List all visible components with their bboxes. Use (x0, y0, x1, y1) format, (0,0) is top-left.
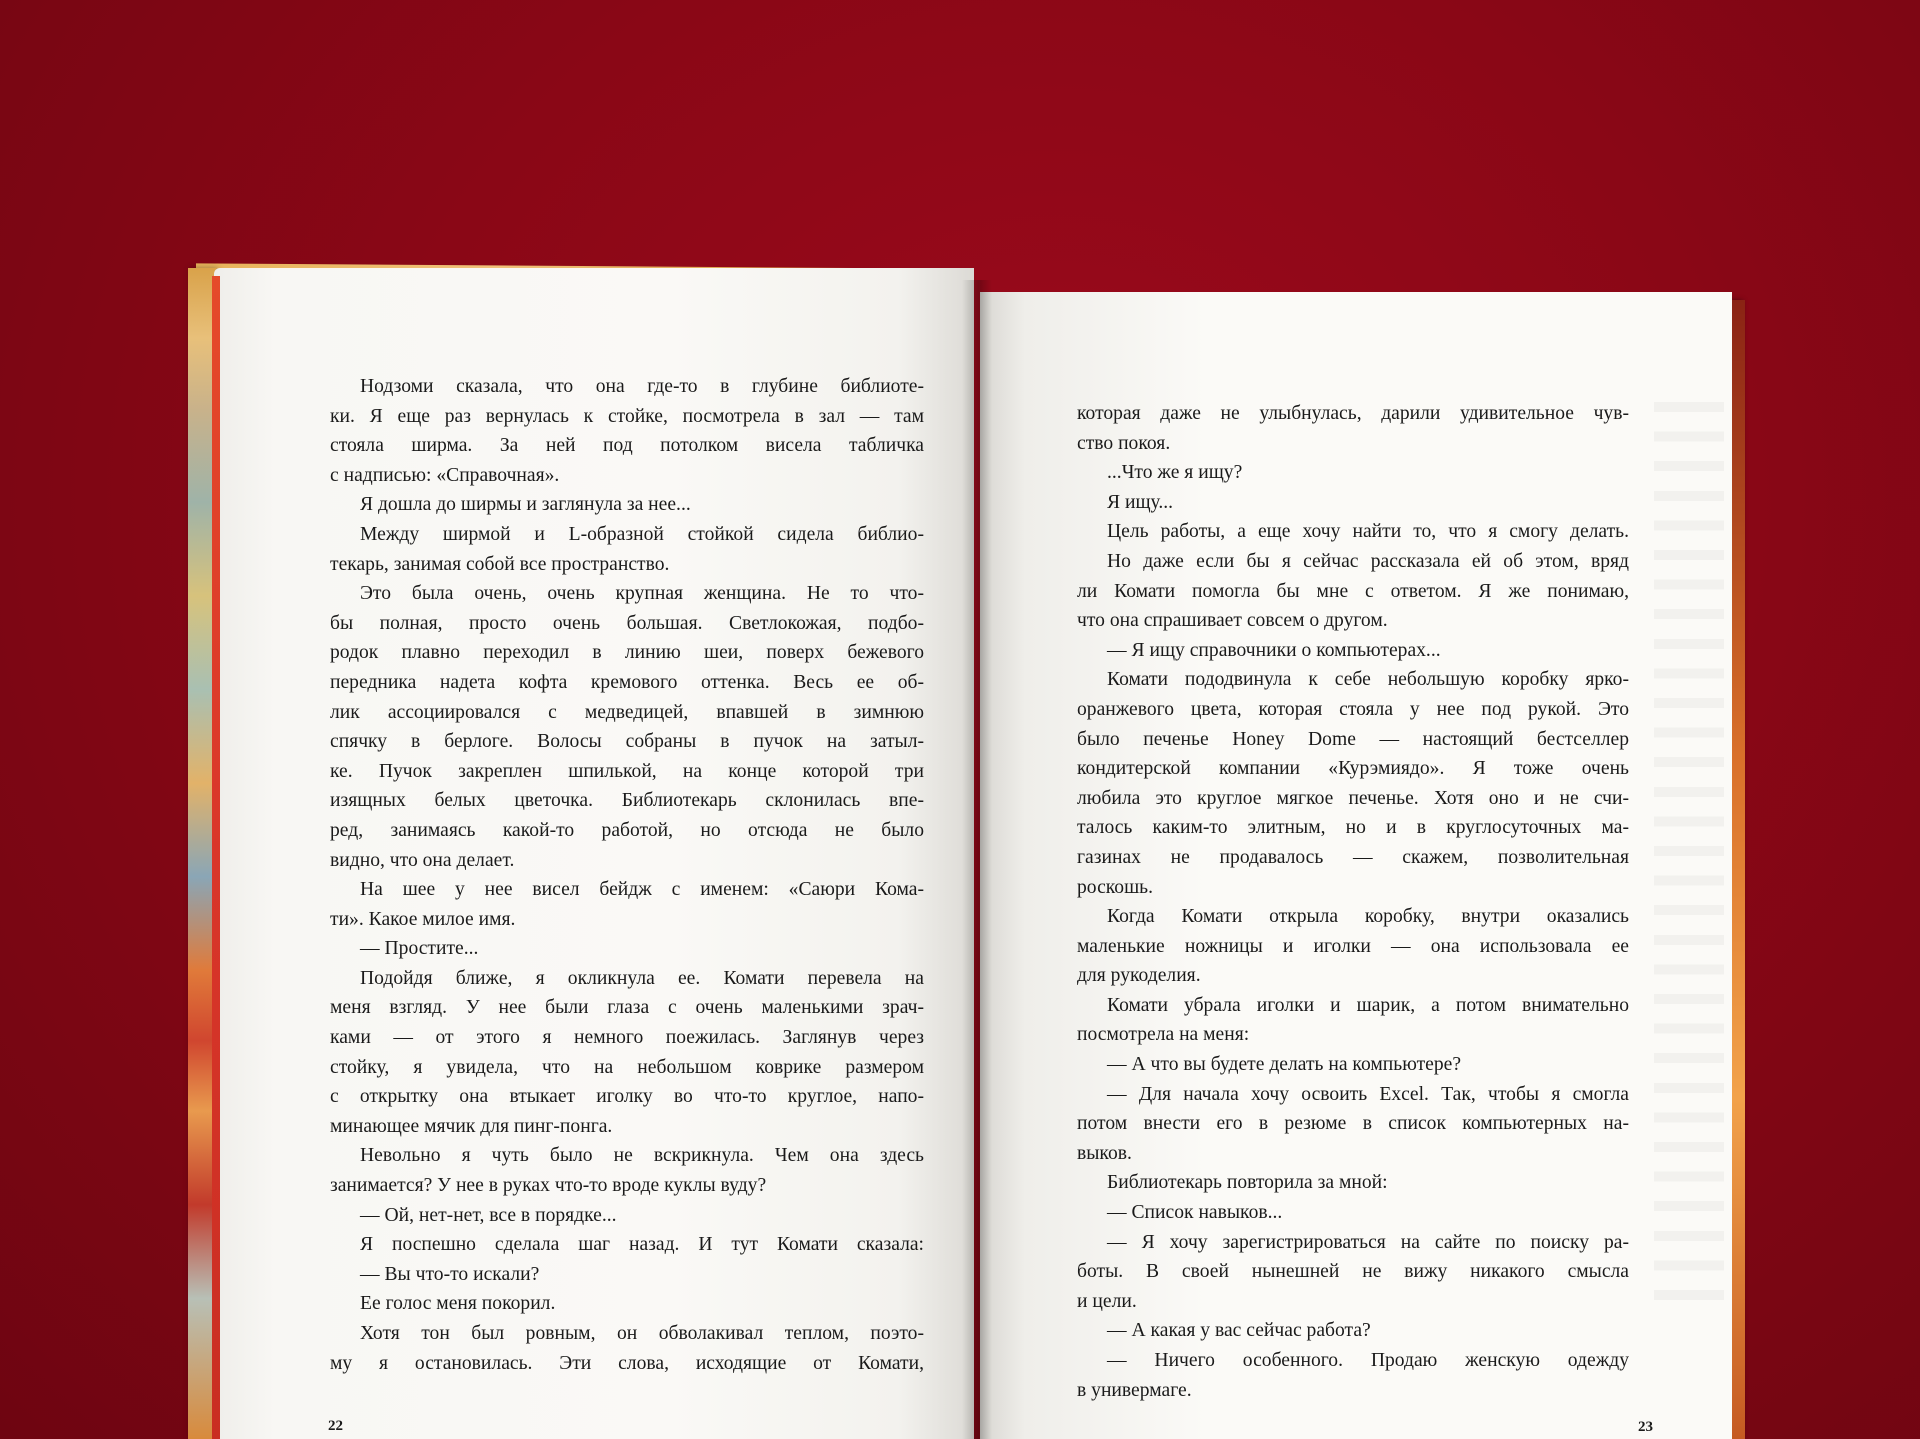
text-line: с открытку она втыкает иголку во что-то круглое, напо- (330, 1086, 924, 1108)
text-line: газинах не продавалось — скажем, позволительная (1077, 846, 1629, 868)
text-line: Я поспешно сделала шаг назад. И тут Комати сказала: (360, 1234, 924, 1256)
left-page-text (330, 372, 924, 1378)
right-page-number: 23 (1638, 1419, 1653, 1435)
text-line: что она спрашивает совсем о другом. (1077, 610, 1388, 632)
text-line: ки. Я еще раз вернулась к стойке, посмотрела в зал — там (330, 405, 924, 427)
text-line: ками — от этого я немного поежилась. Заглянув через (330, 1027, 924, 1049)
text-line: спячку в берлоге. Волосы собраны в пучок на затыл- (330, 731, 924, 753)
text-line: боты. В своей нынешней не вижу никакого смысла (1077, 1261, 1629, 1283)
text-line: изящных белых цветочка. Библиотекарь склонилась впе- (330, 790, 924, 812)
text-line: Комати пододвинула к себе небольшую коробку ярко- (1107, 669, 1629, 691)
text-line: ство покоя. (1077, 432, 1171, 454)
text-line: Между ширмой и L-образной стойкой сидела библио- (360, 523, 924, 545)
text-line: талось каким-то элитным, но и в круглосуточных ма- (1077, 817, 1629, 839)
text-line: для рукоделия. (1077, 965, 1201, 987)
text-line: Я ищу... (1107, 491, 1174, 513)
text-line: стояла ширма. За ней под потолком висела табличка (330, 435, 924, 457)
left-page (214, 268, 974, 1439)
text-line: Подойдя ближе, я окликнула ее. Комати перевела на (360, 967, 924, 989)
text-line: и цели. (1077, 1290, 1137, 1312)
text-line: оранжевого цвета, которая стояла у нее под рукой. Это (1077, 698, 1629, 720)
text-line: ...Что же я ищу? (1107, 462, 1243, 484)
text-line: родок плавно переходил в линию шеи, поверх бежевого (330, 642, 924, 664)
text-line: — А что вы будете делать на компьютере? (1107, 1054, 1462, 1076)
text-line: — Вы что-то искали? (360, 1263, 540, 1285)
text-line: ке. Пучок закреплен шпилькой, на конце которой три (330, 760, 924, 782)
text-line: Нодзоми сказала, что она где-то в глубине библиоте- (360, 376, 924, 397)
text-line: — Список навыков... (1107, 1202, 1283, 1224)
text-line: ред, занимаясь какой-то работой, но отсюда не было (330, 819, 924, 841)
text-line: На шее у нее висел бейдж с именем: «Саюри Кома- (360, 879, 924, 901)
text-line: бы полная, просто очень большая. Светлокожая, подбо- (330, 612, 924, 634)
text-line: с надписью: «Справочная». (330, 464, 560, 486)
show-through-shadow (1654, 402, 1724, 1302)
right-page-text (1077, 399, 1629, 1405)
text-line: — А какая у вас сейчас работа? (1107, 1320, 1371, 1342)
text-line: — Ой, нет-нет, все в порядке... (360, 1204, 617, 1226)
text-line: — Я ищу справочники о компьютерах... (1107, 639, 1441, 661)
text-line: посмотрела на меня: (1077, 1024, 1250, 1046)
text-line: занимается? У нее в руках что-то вроде куклы вуду? (330, 1175, 767, 1197)
text-line: му я остановилась. Эти слова, исходящие от Комати, (330, 1352, 924, 1374)
text-line: меня взгляд. У нее были глаза с очень маленькими зрач- (330, 997, 924, 1019)
text-line: выков. (1077, 1142, 1132, 1164)
text-line: Невольно я чуть было не вскрикнула. Чем она здесь (360, 1145, 924, 1167)
text-line: Я дошла до ширмы и заглянула за нее... (360, 494, 691, 516)
text-line: — Простите... (360, 938, 479, 960)
text-line: Цель работы, а еще хочу найти то, что я смогу делать. (1107, 521, 1629, 543)
text-line: передника надета кофта кремового оттенка. Весь ее об- (330, 671, 924, 693)
text-line: минающее мячик для пинг-понга. (330, 1115, 613, 1137)
text-line: Это была очень, очень крупная женщина. Не то что- (360, 583, 924, 605)
text-line: которая даже не улыбнулась, дарили удивительное чув- (1077, 403, 1629, 424)
text-line: — Ничего особенного. Продаю женскую одежду (1107, 1350, 1629, 1371)
text-line: Когда Комати открыла коробку, внутри оказались (1107, 906, 1629, 928)
text-line: стойку, я увидела, что на небольшом коврике размером (330, 1056, 924, 1078)
book-gutter-shadow (962, 280, 992, 1439)
text-line: Хотя тон был ровным, он обволакивал теплом, поэто- (360, 1323, 924, 1344)
text-line: ли Комати помогла бы мне с ответом. Я же понимаю, (1077, 580, 1629, 602)
text-line: лик ассоциировался с медведицей, впавшей в зимнюю (330, 701, 924, 723)
text-line: — Для начала хочу освоить Excel. Так, чтобы я смогла (1107, 1083, 1629, 1105)
text-line: Но даже если бы я сейчас рассказала ей об этом, вряд (1107, 550, 1629, 572)
text-line: роскошь. (1077, 876, 1154, 898)
right-page (980, 292, 1732, 1439)
text-line: маленькие ножницы и иголки — она использовала ее (1077, 935, 1629, 957)
left-page-number: 22 (328, 1418, 343, 1434)
text-line: видно, что она делает. (330, 849, 515, 871)
text-line: — Я хочу зарегистрироваться на сайте по поиску ра- (1107, 1231, 1629, 1253)
book-cover-red-strip (212, 276, 220, 1439)
text-line: Комати убрала иголки и шарик, а потом внимательно (1107, 994, 1629, 1016)
text-line: Библиотекарь повторила за мной: (1107, 1172, 1388, 1194)
text-line: ти». Какое милое имя. (330, 908, 516, 930)
text-line: Ее голос меня покорил. (360, 1293, 556, 1315)
text-line: кондитерской компании «Курэмиядо». Я тоже очень (1077, 758, 1629, 780)
text-line: было печенье Honey Dome — настоящий бестселлер (1077, 728, 1629, 750)
text-line: в универмаге. (1077, 1379, 1192, 1401)
text-line: текарь, занимая собой все пространство. (330, 553, 670, 575)
text-line: любила это круглое мягкое печенье. Хотя оно и не счи- (1077, 787, 1629, 809)
text-line: потом внести его в резюме в список компьютерных на- (1077, 1113, 1629, 1135)
